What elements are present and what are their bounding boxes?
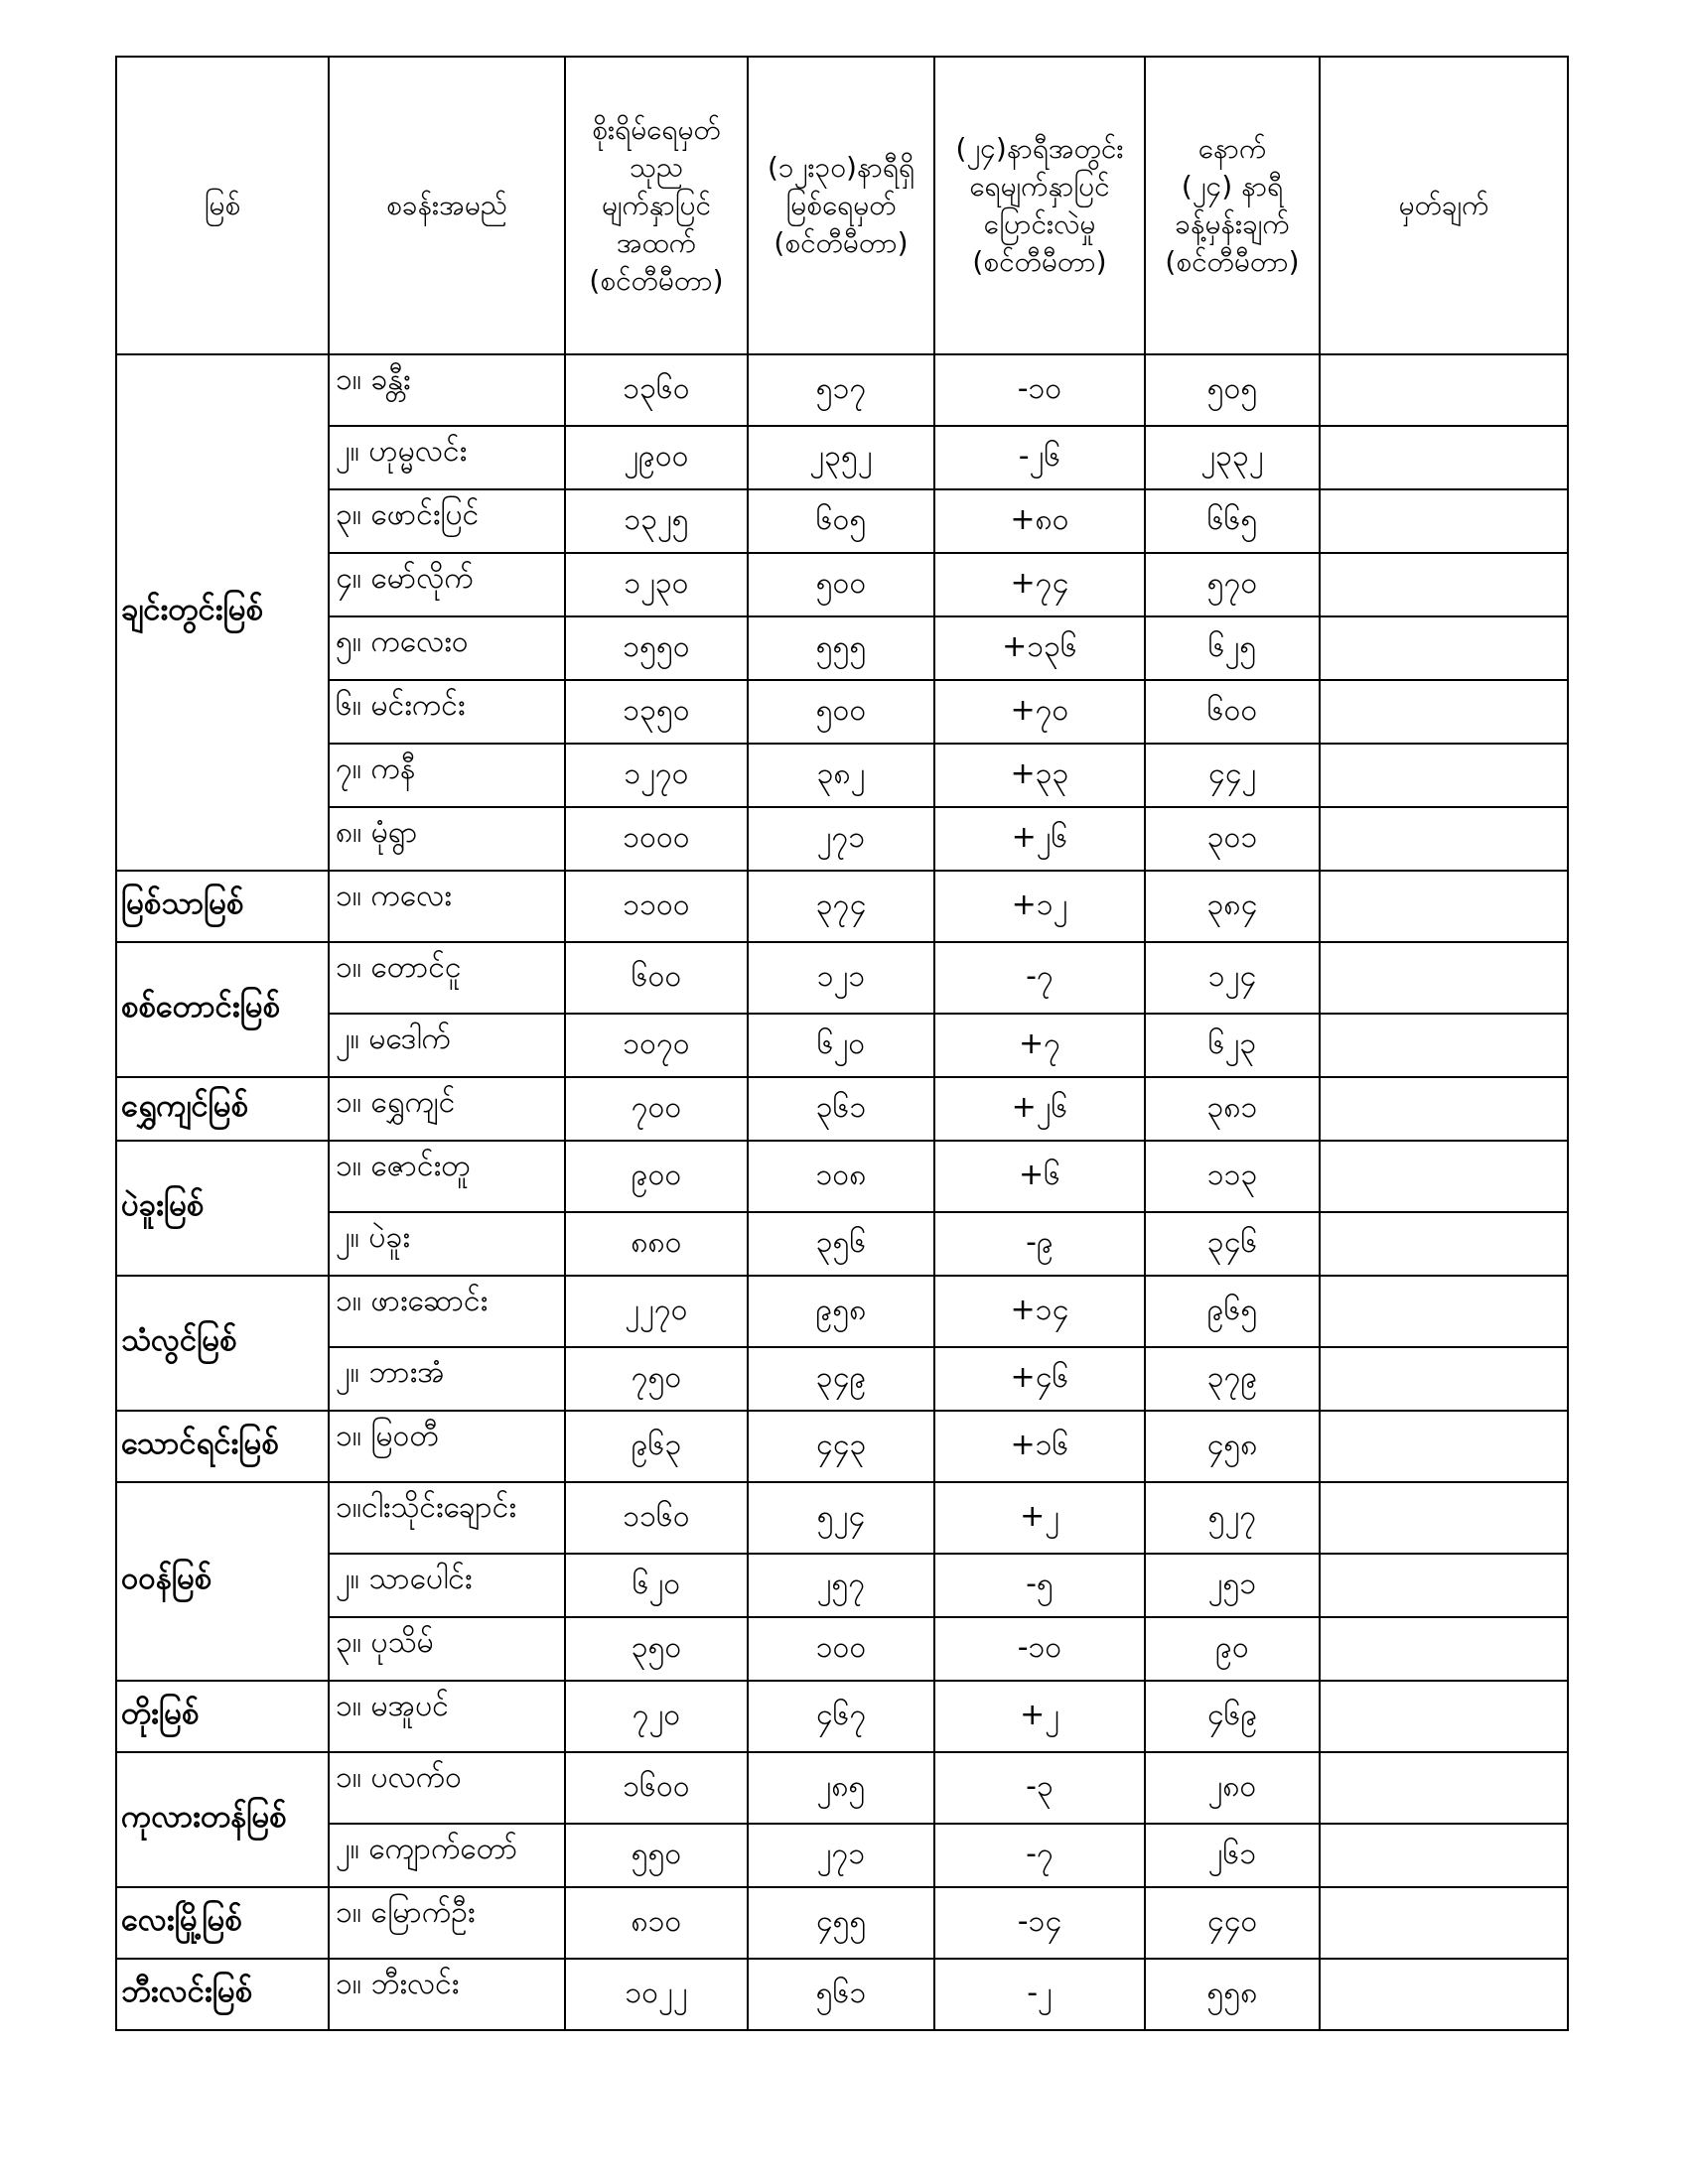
change-cell: +၂၆ — [934, 1077, 1145, 1141]
table-row — [116, 1014, 1568, 1077]
table-row — [116, 744, 1568, 807]
table-row — [116, 426, 1568, 489]
remarks-cell — [1320, 553, 1568, 616]
change-cell: +၄၆ — [934, 1347, 1145, 1411]
station-name-cell: ၃။ ပုသိမ် — [329, 1617, 565, 1681]
danger-level-cell: ၇၂၀ — [565, 1681, 748, 1752]
change-cell: +၈၀ — [934, 489, 1145, 553]
river-name-cell: ချင်းတွင်းမြစ် — [116, 354, 329, 871]
danger-level-cell: ၇၅၀ — [565, 1347, 748, 1411]
station-name-cell: ၄။ မော်လိုက် — [329, 553, 565, 616]
remarks-cell — [1320, 1141, 1568, 1212]
current-level-cell: ၃၈၂ — [748, 744, 934, 807]
current-level-cell: ၁၀၀ — [748, 1617, 934, 1681]
forecast-cell: ၅၂၇ — [1145, 1482, 1320, 1554]
forecast-cell: ၆၂၃ — [1145, 1014, 1320, 1077]
danger-level-cell: ၁၂၇၀ — [565, 744, 748, 807]
current-level-cell: ၉၅၈ — [748, 1276, 934, 1347]
current-level-cell: ၃၇၄ — [748, 871, 934, 942]
remarks-cell — [1320, 1411, 1568, 1482]
river-name-cell: ဘီးလင်းမြစ် — [116, 1959, 329, 2030]
table-row — [116, 1681, 1568, 1752]
remarks-cell — [1320, 1681, 1568, 1752]
danger-level-cell: ၁၁၆၀ — [565, 1482, 748, 1554]
header-danger-level: စိုးရိမ်ရေမှတ် သုည မျက်နှာပြင် အထက် (စင်တီမီတာ) — [565, 57, 748, 354]
station-name-cell: ၅။ ကလေးဝ — [329, 616, 565, 680]
table-row — [116, 680, 1568, 744]
table-row — [116, 1411, 1568, 1482]
change-cell: +၇ — [934, 1014, 1145, 1077]
header-river: မြစ် — [116, 57, 329, 354]
table-row — [116, 1959, 1568, 2030]
remarks-cell — [1320, 1752, 1568, 1824]
table-row — [116, 354, 1568, 426]
remarks-cell — [1320, 616, 1568, 680]
change-cell: +၇၄ — [934, 553, 1145, 616]
change-cell: +၂ — [934, 1482, 1145, 1554]
danger-level-cell: ၁၆၀၀ — [565, 1752, 748, 1824]
station-name-cell: ၆။ မင်းကင်း — [329, 680, 565, 744]
remarks-cell — [1320, 807, 1568, 871]
change-cell: +၁၃၆ — [934, 616, 1145, 680]
danger-level-cell: ၁၀၇၀ — [565, 1014, 748, 1077]
forecast-cell: ၅၀၅ — [1145, 354, 1320, 426]
change-cell: -၁၀ — [934, 354, 1145, 426]
forecast-cell: ၃၈၁ — [1145, 1077, 1320, 1141]
current-level-cell: ၄၆၇ — [748, 1681, 934, 1752]
river-level-sheet — [115, 56, 1569, 2031]
forecast-cell: ၂၈၀ — [1145, 1752, 1320, 1824]
header-remarks: မှတ်ချက် — [1320, 57, 1568, 354]
forecast-cell: ၂၆၁ — [1145, 1824, 1320, 1887]
change-cell: -၇ — [934, 1824, 1145, 1887]
river-name-cell: စစ်တောင်းမြစ် — [116, 942, 329, 1077]
remarks-cell — [1320, 489, 1568, 553]
change-cell: +၇၀ — [934, 680, 1145, 744]
station-name-cell: ၂။ ဟုမ္မလင်း — [329, 426, 565, 489]
table-row — [116, 1752, 1568, 1824]
table-row — [116, 1617, 1568, 1681]
remarks-cell — [1320, 1959, 1568, 2030]
river-name-cell: သံလွင်မြစ် — [116, 1276, 329, 1411]
forecast-cell: ၉၆၅ — [1145, 1276, 1320, 1347]
danger-level-cell: ၅၅၀ — [565, 1824, 748, 1887]
current-level-cell: ၁၀၈ — [748, 1141, 934, 1212]
remarks-cell — [1320, 426, 1568, 489]
danger-level-cell: ၁၃၅၀ — [565, 680, 748, 744]
change-cell: -၁၀ — [934, 1617, 1145, 1681]
danger-level-cell: ၈၈၀ — [565, 1212, 748, 1276]
table-row — [116, 1554, 1568, 1617]
remarks-cell — [1320, 1212, 1568, 1276]
forecast-cell: ၁၁၃ — [1145, 1141, 1320, 1212]
remarks-cell — [1320, 1887, 1568, 1959]
header-current-level: (၁၂း၃၀)နာရီရှိ မြစ်ရေမှတ် (စင်တီမီတာ) — [748, 57, 934, 354]
table-row — [116, 1141, 1568, 1212]
current-level-cell: ၂၈၅ — [748, 1752, 934, 1824]
change-cell: -၅ — [934, 1554, 1145, 1617]
current-level-cell: ၅၀၀ — [748, 553, 934, 616]
station-name-cell: ၁။ မြောက်ဦး — [329, 1887, 565, 1959]
river-name-cell: ကုလားတန်မြစ် — [116, 1752, 329, 1887]
header-forecast-24h: နောက် (၂၄) နာရီ ခန့်မှန်းချက် (စင်တီမီတာ) — [1145, 57, 1320, 354]
station-name-cell: ၈။ မုံရွာ — [329, 807, 565, 871]
change-cell: -၇ — [934, 942, 1145, 1014]
forecast-cell: ၃၄၆ — [1145, 1212, 1320, 1276]
current-level-cell: ၂၇၁ — [748, 1824, 934, 1887]
current-level-cell: ၂၃၅၂ — [748, 426, 934, 489]
danger-level-cell: ၃၅၀ — [565, 1617, 748, 1681]
station-name-cell: ၁။ ကလေး — [329, 871, 565, 942]
danger-level-cell: ၁၂၃၀ — [565, 553, 748, 616]
danger-level-cell: ၇၀၀ — [565, 1077, 748, 1141]
current-level-cell: ၅၀၀ — [748, 680, 934, 744]
current-level-cell: ၂၇၁ — [748, 807, 934, 871]
remarks-cell — [1320, 871, 1568, 942]
forecast-cell: ၄၄၀ — [1145, 1887, 1320, 1959]
danger-level-cell: ၈၁၀ — [565, 1887, 748, 1959]
table-row — [116, 1482, 1568, 1554]
forecast-cell: ၂၃၃၂ — [1145, 426, 1320, 489]
current-level-cell: ၁၂၁ — [748, 942, 934, 1014]
change-cell: +၁၄ — [934, 1276, 1145, 1347]
danger-level-cell: ၁၀၀၀ — [565, 807, 748, 871]
river-name-cell: လေးမြို့မြစ် — [116, 1887, 329, 1959]
current-level-cell: ၆၀၅ — [748, 489, 934, 553]
table-row — [116, 1824, 1568, 1887]
station-name-cell: ၂။ သာပေါင်း — [329, 1554, 565, 1617]
river-name-cell: တိုးမြစ် — [116, 1681, 329, 1752]
danger-level-cell: ၉၀၀ — [565, 1141, 748, 1212]
change-cell: +၃၃ — [934, 744, 1145, 807]
station-name-cell: ၁။ ဇောင်းတူ — [329, 1141, 565, 1212]
remarks-cell — [1320, 942, 1568, 1014]
forecast-cell: ၃၈၄ — [1145, 871, 1320, 942]
table-row — [116, 1077, 1568, 1141]
change-cell: +၁၆ — [934, 1411, 1145, 1482]
danger-level-cell: ၁၃၂၅ — [565, 489, 748, 553]
remarks-cell — [1320, 1276, 1568, 1347]
station-name-cell: ၂။ ပဲခူး — [329, 1212, 565, 1276]
current-level-cell: ၃၅၆ — [748, 1212, 934, 1276]
table-row — [116, 616, 1568, 680]
station-name-cell: ၁။ ဖားဆောင်း — [329, 1276, 565, 1347]
current-level-cell: ၅၆၁ — [748, 1959, 934, 2030]
change-cell: +၂၆ — [934, 807, 1145, 871]
forecast-cell: ၆၀၀ — [1145, 680, 1320, 744]
change-cell: +၆ — [934, 1141, 1145, 1212]
header-change-24h: (၂၄)နာရီအတွင်း ရေမျက်နှာပြင် ပြောင်းလဲမှု (စင်တီမီတာ) — [934, 57, 1145, 354]
station-name-cell: ၃။ ဖောင်းပြင် — [329, 489, 565, 553]
change-cell: -၂ — [934, 1959, 1145, 2030]
table-row — [116, 1887, 1568, 1959]
forecast-cell: ၉၀ — [1145, 1617, 1320, 1681]
remarks-cell — [1320, 744, 1568, 807]
danger-level-cell: ၁၀၂၂ — [565, 1959, 748, 2030]
river-name-cell: သောင်ရင်းမြစ် — [116, 1411, 329, 1482]
table-body — [116, 354, 1568, 2030]
station-name-cell: ၁။ ပလက်ဝ — [329, 1752, 565, 1824]
danger-level-cell: ၂၉၀၀ — [565, 426, 748, 489]
table-row — [116, 489, 1568, 553]
station-name-cell: ၁။ မြဝတီ — [329, 1411, 565, 1482]
change-cell: +၁၂ — [934, 871, 1145, 942]
station-name-cell: ၂။ ကျောက်တော် — [329, 1824, 565, 1887]
current-level-cell: ၅၂၄ — [748, 1482, 934, 1554]
river-name-cell: မြစ်သာမြစ် — [116, 871, 329, 942]
forecast-cell: ၂၅၁ — [1145, 1554, 1320, 1617]
current-level-cell: ၆၂၀ — [748, 1014, 934, 1077]
forecast-cell: ၃၇၉ — [1145, 1347, 1320, 1411]
remarks-cell — [1320, 1014, 1568, 1077]
change-cell: -၉ — [934, 1212, 1145, 1276]
forecast-cell: ၃၀၁ — [1145, 807, 1320, 871]
forecast-cell: ၅၅၈ — [1145, 1959, 1320, 2030]
remarks-cell — [1320, 1482, 1568, 1554]
forecast-cell: ၆၂၅ — [1145, 616, 1320, 680]
current-level-cell: ၄၄၃ — [748, 1411, 934, 1482]
station-name-cell: ၂။ မဒေါက် — [329, 1014, 565, 1077]
current-level-cell: ၅၁၇ — [748, 354, 934, 426]
forecast-cell: ၆၆၅ — [1145, 489, 1320, 553]
table-row — [116, 1212, 1568, 1276]
danger-level-cell: ၉၆၃ — [565, 1411, 748, 1482]
forecast-cell: ၄၆၉ — [1145, 1681, 1320, 1752]
danger-level-cell: ၆၀၀ — [565, 942, 748, 1014]
station-name-cell: ၁။ငါးသိုင်းချောင်း — [329, 1482, 565, 1554]
change-cell: -၂၆ — [934, 426, 1145, 489]
danger-level-cell: ၆၂၀ — [565, 1554, 748, 1617]
station-name-cell: ၁။ ခန္တီး — [329, 354, 565, 426]
forecast-cell: ၅၇၀ — [1145, 553, 1320, 616]
remarks-cell — [1320, 1347, 1568, 1411]
remarks-cell — [1320, 680, 1568, 744]
remarks-cell — [1320, 1554, 1568, 1617]
danger-level-cell: ၂၂၇၀ — [565, 1276, 748, 1347]
current-level-cell: ၃၆၁ — [748, 1077, 934, 1141]
danger-level-cell: ၁၃၆၀ — [565, 354, 748, 426]
current-level-cell: ၄၅၅ — [748, 1887, 934, 1959]
river-name-cell: ဝဝန်မြစ် — [116, 1482, 329, 1681]
current-level-cell: ၂၅၇ — [748, 1554, 934, 1617]
river-name-cell: ပဲခူးမြစ် — [116, 1141, 329, 1276]
remarks-cell — [1320, 1824, 1568, 1887]
station-name-cell: ၁။ တောင်ငူ — [329, 942, 565, 1014]
river-level-table — [115, 56, 1569, 2031]
river-name-cell: ရွှေကျင်မြစ် — [116, 1077, 329, 1141]
header-station: စခန်းအမည် — [329, 57, 565, 354]
change-cell: -၁၄ — [934, 1887, 1145, 1959]
station-name-cell: ၇။ ကနီ — [329, 744, 565, 807]
remarks-cell — [1320, 1077, 1568, 1141]
current-level-cell: ၃၄၉ — [748, 1347, 934, 1411]
remarks-cell — [1320, 1617, 1568, 1681]
forecast-cell: ၄၄၂ — [1145, 744, 1320, 807]
table-row — [116, 1347, 1568, 1411]
table-row — [116, 553, 1568, 616]
table-row — [116, 807, 1568, 871]
station-name-cell: ၁။ ရွှေကျင် — [329, 1077, 565, 1141]
danger-level-cell: ၁၁၀၀ — [565, 871, 748, 942]
forecast-cell: ၁၂၄ — [1145, 942, 1320, 1014]
table-header — [116, 57, 1568, 354]
change-cell: +၂ — [934, 1681, 1145, 1752]
station-name-cell: ၁။ ဘီးလင်း — [329, 1959, 565, 2030]
current-level-cell: ၅၅၅ — [748, 616, 934, 680]
table-row — [116, 1276, 1568, 1347]
forecast-cell: ၄၅၈ — [1145, 1411, 1320, 1482]
table-row — [116, 871, 1568, 942]
danger-level-cell: ၁၅၅၀ — [565, 616, 748, 680]
remarks-cell — [1320, 354, 1568, 426]
change-cell: -၃ — [934, 1752, 1145, 1824]
station-name-cell: ၁။ မအူပင် — [329, 1681, 565, 1752]
table-row — [116, 942, 1568, 1014]
station-name-cell: ၂။ ဘားအံ — [329, 1347, 565, 1411]
